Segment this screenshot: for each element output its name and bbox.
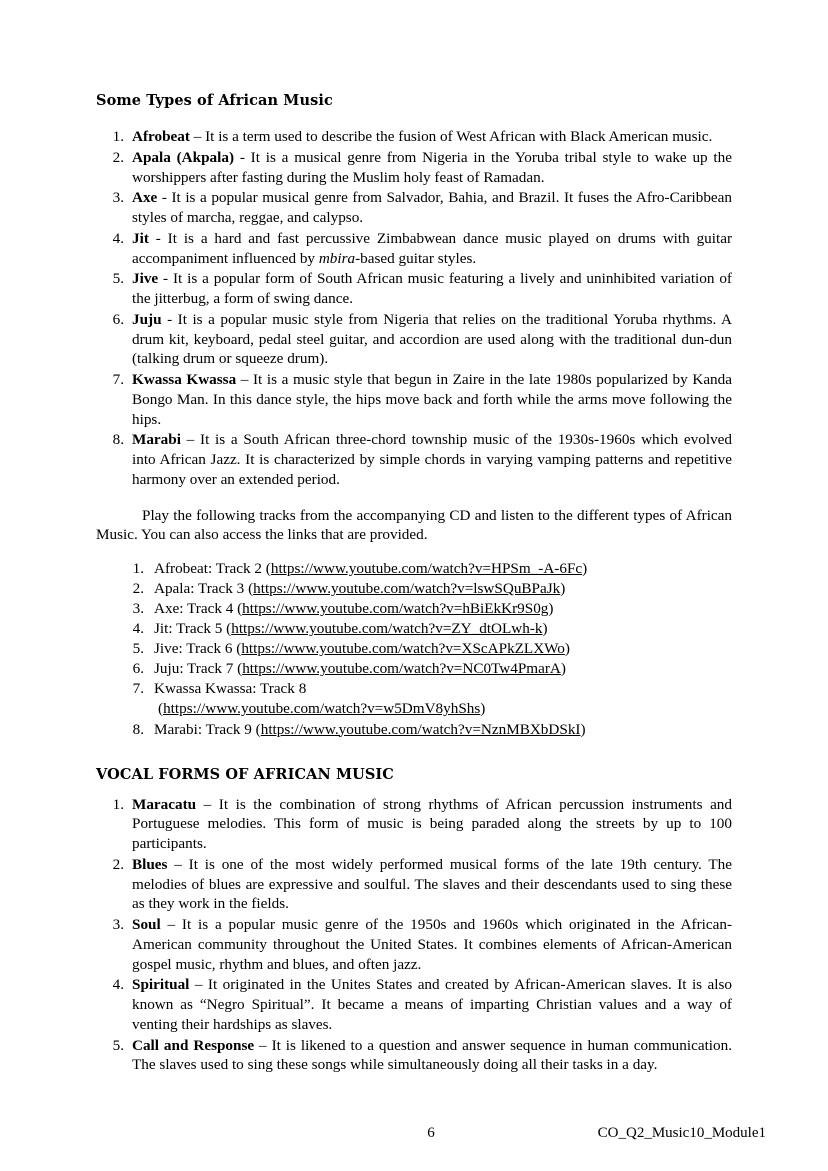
term-label: Call and Response <box>132 1036 255 1054</box>
term-label: Afrobeat <box>132 128 190 145</box>
list-marker: 1. <box>132 560 144 577</box>
list-item <box>96 559 732 579</box>
term-description: - It is a musical genre from Nigeria in the Yoruba tribal style to wake up the worshippers after fasting during the Muslim holy feast of Ramadan. <box>132 148 732 186</box>
term-label: Blues <box>132 855 168 873</box>
track-link[interactable]: https://www.youtube.com/watch?v=NC0Tw4PmarA <box>242 660 561 678</box>
term-description: - It is a popular form of South African music featuring a lively and uninhibited variation of the jitterbug, a form of swing dance. <box>132 270 732 307</box>
term-description: – It is the combination of strong rhythms of African percussion instruments and Portuguese melodies. This form of music is being paraded along the streets by up to 100 participants. <box>132 795 732 853</box>
paren-close: ) <box>564 640 570 658</box>
list-item <box>96 795 732 854</box>
page-number: 6 <box>427 1125 435 1141</box>
track-label: Jive: Track 6 ( <box>154 640 242 658</box>
track-label: Apala: Track 3 ( <box>154 580 254 598</box>
track-link[interactable]: https://www.youtube.com/watch?v=w5DmV8yhShs <box>163 700 481 718</box>
term-description-italic: mbira <box>318 249 356 267</box>
track-link[interactable]: https://www.youtube.com/watch?v=ZY_dtOLwh-k <box>231 620 543 638</box>
track-link[interactable]: https://www.youtube.com/watch?v=XScAPkZLXWo <box>241 640 565 658</box>
term-label: Marabi <box>132 431 181 449</box>
term-description: - It is a hard and fast percussive Zimbabwean dance music played on drums with guitar accompaniment influenced by <box>132 229 732 267</box>
list-item <box>96 975 732 1034</box>
list-item <box>96 599 732 619</box>
list-item <box>96 679 732 719</box>
term-description-cont: -based guitar styles. <box>355 249 477 267</box>
list-item <box>96 639 732 659</box>
list-marker: 6. <box>132 660 144 678</box>
document-body <box>96 92 732 1075</box>
term-description: – It is a South African three-chord township music of the 1930s-1960s which evolved into African Jazz. It is characterized by simple chords in varying vamping patterns and repetitive harmony over an extended period. <box>132 431 732 488</box>
term-label: Spiritual <box>132 976 190 994</box>
term-description: - It is a popular musical genre from Salvador, Bahia, and Brazil. It fuses the Afro-Caribbean styles of marcha, reggae, and calypso. <box>132 189 732 226</box>
paren-close: ) <box>480 700 486 718</box>
track-links-list <box>96 559 732 740</box>
list-item <box>96 659 732 679</box>
term-label: Maracatu <box>132 795 197 813</box>
term-description: – It is a term used to describe the fusion of West African with Black American music. <box>189 128 713 145</box>
track-label: Juju: Track 7 ( <box>154 660 243 678</box>
track-link[interactable]: https://www.youtube.com/watch?v=lswSQuBPaJk <box>253 580 561 598</box>
list-item <box>96 370 732 429</box>
term-label: Soul <box>132 916 161 934</box>
term-description: – It originated in the Unites States and created by African-American slaves. It is also known as “Negro Spiritual”. It became a means of imparting Christian values and a way of venting their hardships as slaves. <box>132 976 732 1033</box>
list-marker: 4. <box>112 229 124 247</box>
list-item <box>96 310 732 369</box>
list-marker: 3. <box>132 600 144 618</box>
instruction-paragraph: Play the following tracks from the accompanying CD and listen to the different types of African Music. You can also access the links that are provided. <box>96 506 732 544</box>
paren-close: ) <box>542 620 548 638</box>
track-label: Kwassa Kwassa: Track 8 <box>154 680 307 698</box>
list-item <box>96 430 732 489</box>
list-marker: 7. <box>112 371 124 388</box>
list-marker: 7. <box>132 680 144 698</box>
list-marker: 8. <box>112 431 124 449</box>
list-item <box>96 269 732 309</box>
term-label: Kwassa Kwassa <box>132 371 237 388</box>
paren-open: ( <box>158 700 164 718</box>
track-link[interactable]: https://www.youtube.com/watch?v=NznMBXbDSkI <box>260 720 581 738</box>
term-description: – It is likened to a question and answer sequence in human communication. The slaves used to sing these songs while simultaneously doing all their tasks in a day. <box>132 1036 732 1074</box>
track-link[interactable]: https://www.youtube.com/watch?v=HPSm_-A-6Fc <box>270 560 583 577</box>
list-marker: 2. <box>132 580 144 598</box>
list-marker: 3. <box>112 189 124 207</box>
list-item <box>96 1036 732 1076</box>
list-marker: 3. <box>112 916 124 934</box>
term-label: Jit <box>132 229 149 247</box>
paren-close: ) <box>582 560 588 577</box>
list-marker: 4. <box>132 620 144 638</box>
list-marker: 8. <box>132 720 144 738</box>
paren-close: ) <box>548 600 554 618</box>
term-description: – It is a popular music genre of the 1950s and 1960s which originated in the African-American community throughout the United States. It combines elements of African-American gospel music, rhythm and blues, and often jazz. <box>132 916 732 973</box>
section-title-vocal-forms: VOCAL FORMS OF AFRICAN MUSIC <box>96 765 394 783</box>
list-item <box>96 579 732 599</box>
list-item <box>96 720 732 740</box>
term-description: – It is one of the most widely performed musical forms of the late 19th century. The melodies of blues are expressive and soulful. The slaves and their descendants used to sing these as they work in the fields. <box>132 855 732 913</box>
paren-close: ) <box>560 660 566 678</box>
list-marker: 2. <box>112 148 124 166</box>
term-label: Apala (Akpala) <box>132 148 235 166</box>
list-item <box>96 148 732 188</box>
list-item <box>96 188 732 228</box>
list-marker: 2. <box>112 855 124 873</box>
list-marker: 5. <box>112 1036 124 1054</box>
term-description: - It is a popular music style from Nigeria that relies on the traditional Yoruba rhythms. A drum kit, keyboard, pedal steel guitar, and accordion are used along with the traditional dun-dun (talking drum or squeeze drum). <box>132 310 732 368</box>
track-link[interactable]: https://www.youtube.com/watch?v=hBiEkKr9S0g <box>242 600 549 618</box>
term-label: Jive <box>132 270 159 288</box>
list-marker: 5. <box>112 270 124 288</box>
document-code: CO_Q2_Music10_Module1 <box>597 1125 766 1141</box>
term-label: Axe <box>132 189 158 207</box>
list-item <box>96 229 732 269</box>
paren-close: ) <box>560 580 566 598</box>
list-item <box>96 915 732 974</box>
section-title-types-of-african-music: Some Types of African Music <box>96 92 333 109</box>
track-label: Jit: Track 5 ( <box>154 620 232 638</box>
list-item <box>96 619 732 639</box>
track-label: Afrobeat: Track 2 ( <box>154 560 271 577</box>
list-item <box>96 127 732 147</box>
vocal-forms-list <box>96 795 732 1076</box>
paren-close: ) <box>580 720 586 738</box>
list-marker: 1. <box>112 128 124 145</box>
track-label: Axe: Track 4 ( <box>154 600 243 618</box>
term-description: – It is a music style that begun in Zaire in the late 1980s popularized by Kanda Bongo Man. In this dance style, the hips move back and forth while the arms move following the hips. <box>132 371 732 428</box>
list-marker: 1. <box>112 795 124 813</box>
list-marker: 5. <box>132 640 144 658</box>
list-marker: 4. <box>112 976 124 994</box>
list-item <box>96 855 732 914</box>
term-label: Juju <box>132 310 162 328</box>
list-marker: 6. <box>112 310 124 328</box>
types-of-african-music-list <box>96 127 732 490</box>
track-label: Marabi: Track 9 ( <box>154 720 261 738</box>
track-link-wrap <box>154 699 732 719</box>
